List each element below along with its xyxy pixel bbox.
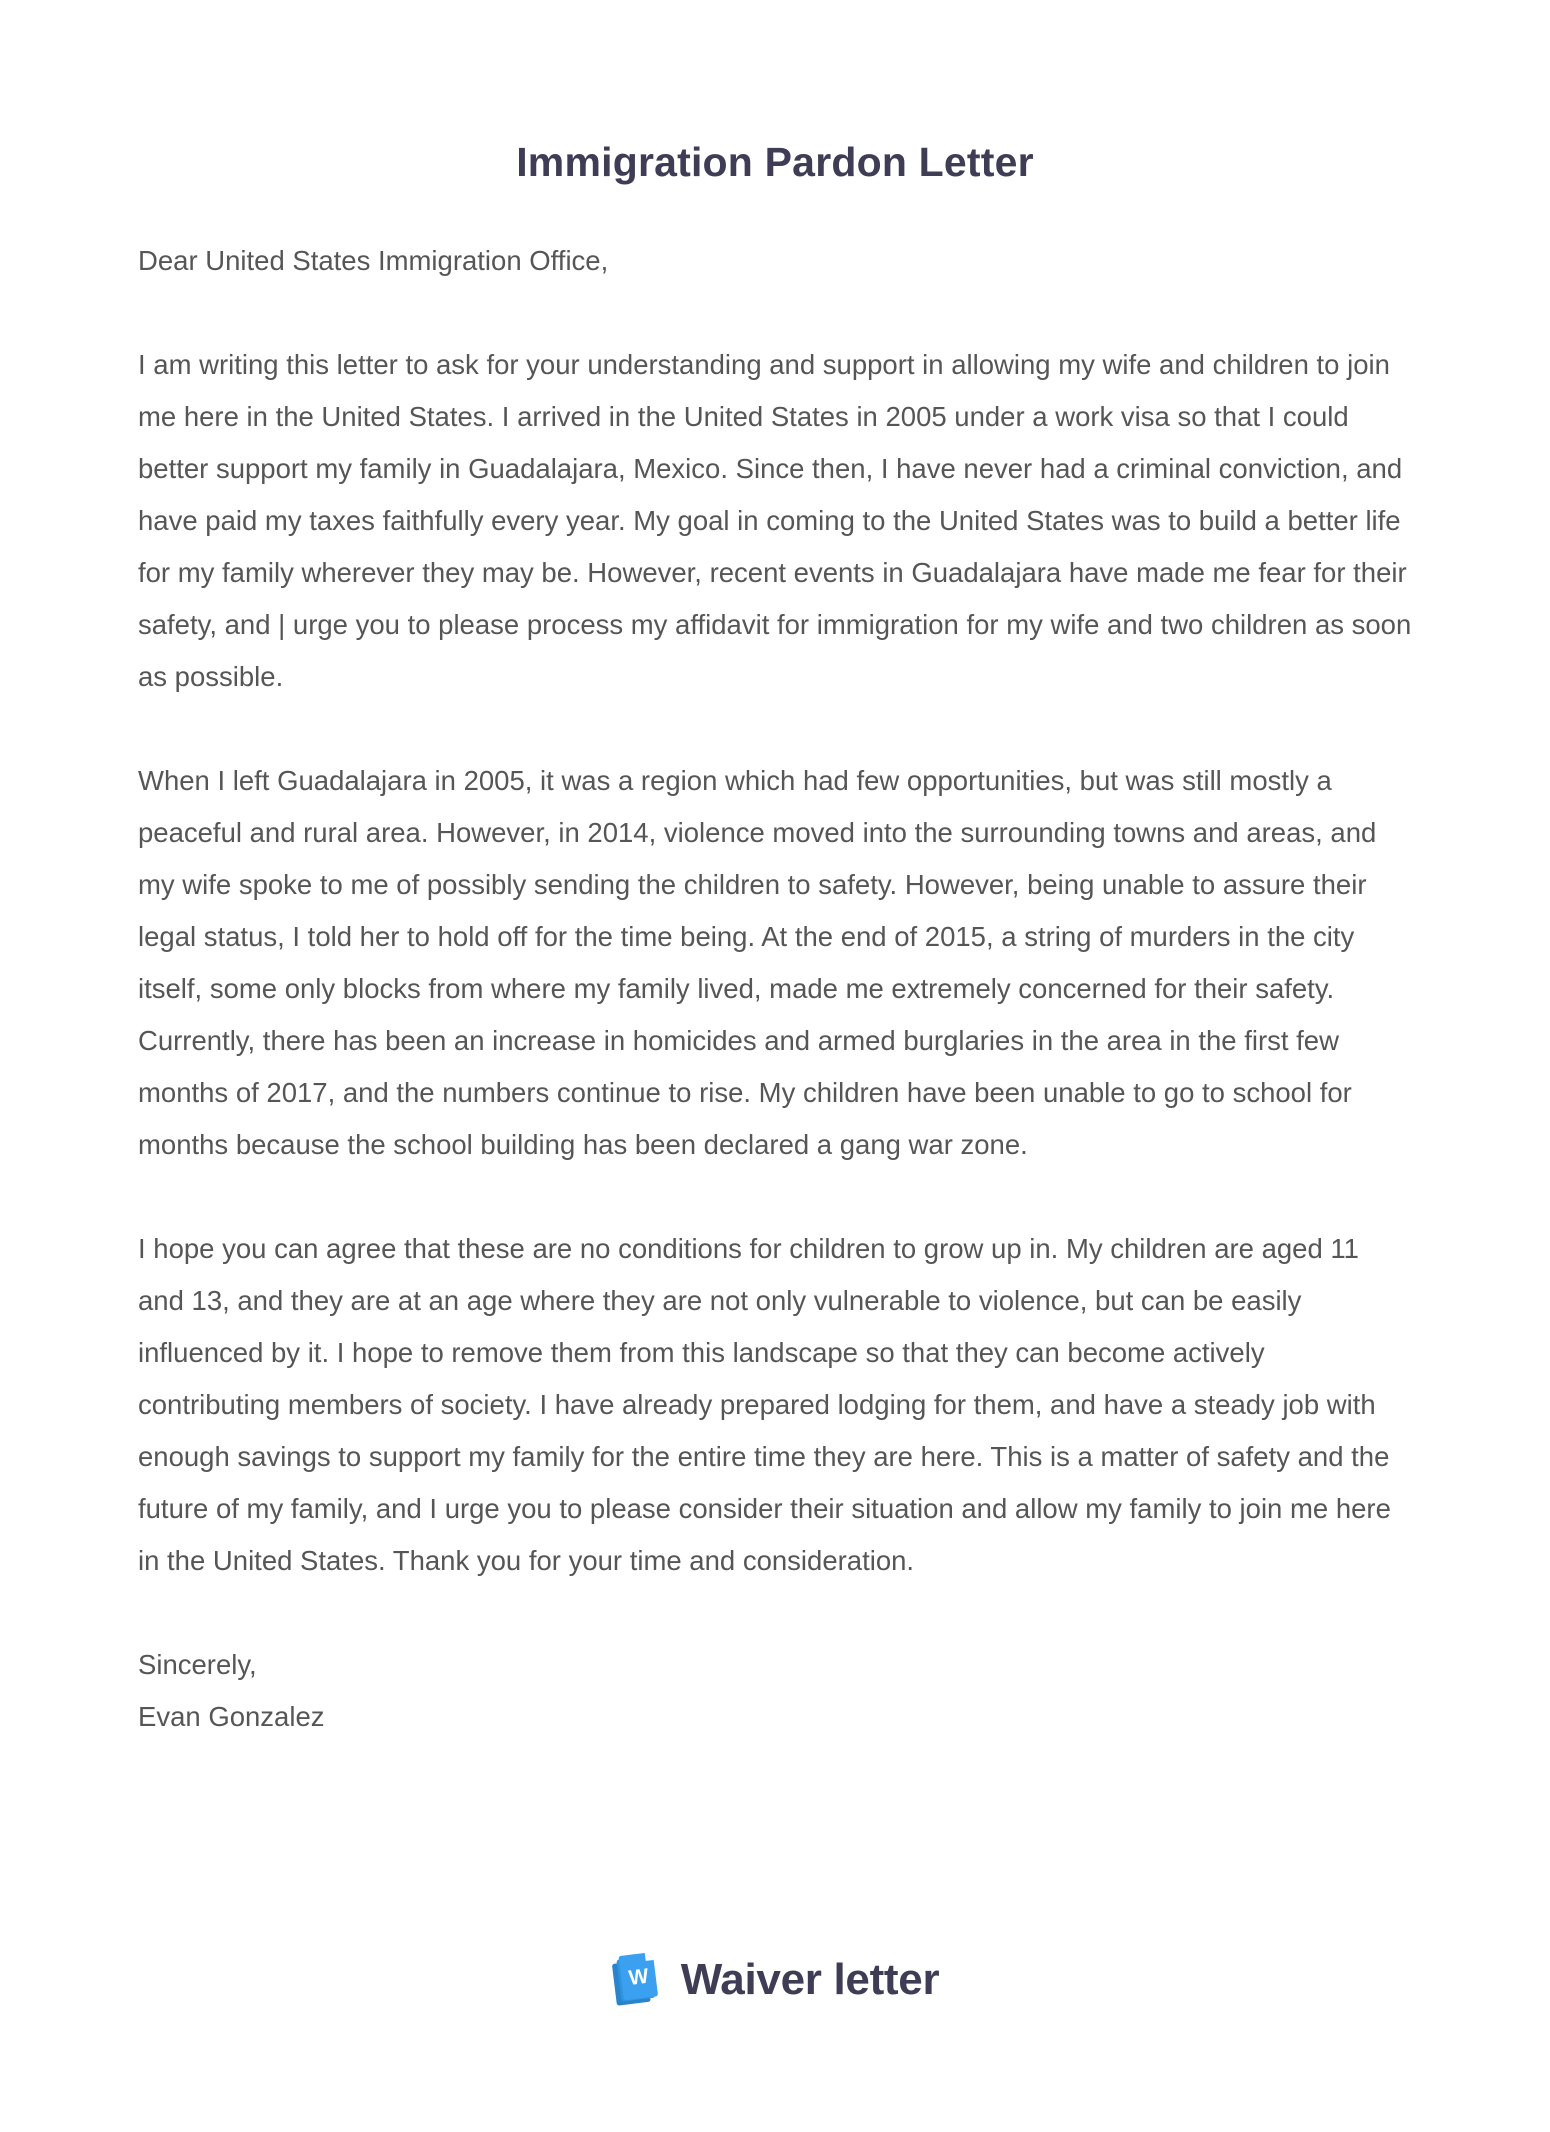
letter-closing-block	[138, 1639, 1412, 1743]
brand-name: Waiver letter	[680, 1955, 940, 2004]
letter-body	[138, 235, 1412, 1743]
letter-signature: Evan Gonzalez	[138, 1701, 325, 1733]
word-document-icon	[611, 1951, 665, 2009]
letter-closing: Sincerely,	[138, 1649, 257, 1681]
svg-text:W: W	[627, 1964, 650, 1991]
letter-paragraph-1: I am writing this letter to ask for your understanding and support in allowing my wife and children to join me here in the United States. I arrived in the United States in 2005 under a work visa so that I could better support my family in Guadalajara, Mexico. Since then, I have never had a criminal conviction, and have paid my taxes faithfully every year. My goal in coming to the United States was to build a better life for my family wherever they may be. However, recent events in Guadalajara have made me fear for their safety, and | urge you to please process my affidavit for immigration for my wife and two children as soon as possible.	[138, 349, 1412, 693]
letter-salutation: Dear United States Immigration Office,	[138, 245, 609, 277]
letter-paragraph-2: When I left Guadalajara in 2005, it was a region which had few opportunities, but was still mostly a peaceful and rural area. However, in 2014, violence moved into the surrounding towns and areas, and my wife spoke to me of possibly sending the children to safety. However, being unable to assure their legal status, I told her to hold off for the time being. At the end of 2015, a string of murders in the city itself, some only blocks from where my family lived, made me extremely concerned for their safety. Currently, there has been an increase in homicides and armed burglaries in the area in the first few months of 2017, and the numbers continue to rise. My children have been unable to go to school for months because the school building has been declared a gang war zone.	[138, 765, 1377, 1161]
page-title: Immigration Pardon Letter	[516, 139, 1034, 185]
letter-paragraph-3: I hope you can agree that these are no conditions for children to grow up in. My children are aged 11 and 13, and they are at an age where they are not only vulnerable to violence, but can be easily influenced by it. I hope to remove them from this landscape so that they can become actively contributing members of society. I have already prepared lodging for them, and have a steady job with enough savings to support my family for the entire time they are here. This is a matter of safety and the future of my family, and I urge you to please consider their situation and allow my family to join me here in the United States. Thank you for your time and consideration.	[138, 1233, 1391, 1577]
brand-footer	[0, 1951, 1550, 2009]
